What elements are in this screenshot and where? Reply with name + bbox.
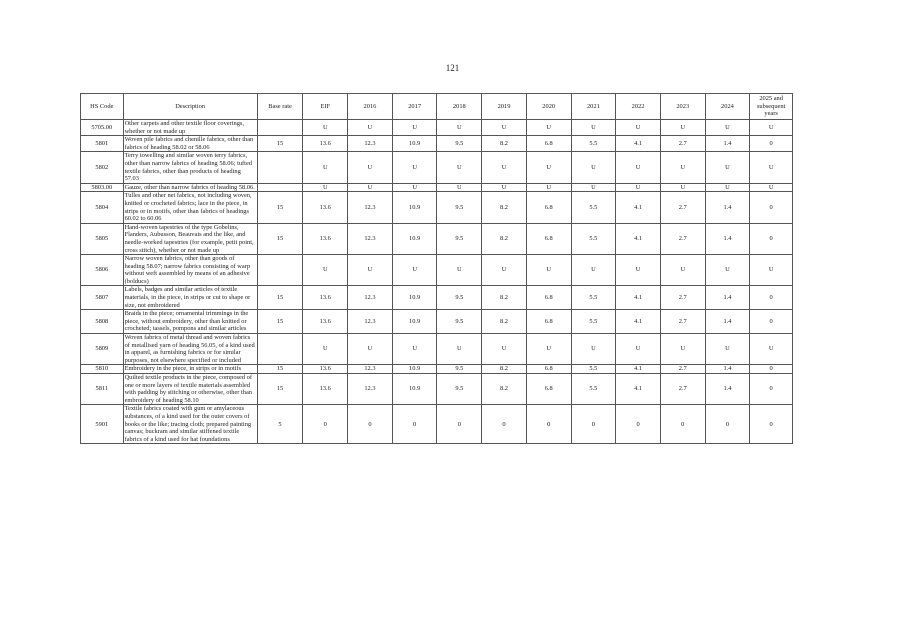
eif-rate-cell: U [303, 255, 348, 286]
rate-cell: U [526, 183, 571, 192]
rate-cell: 5.5 [571, 136, 616, 152]
hs-code-cell: 5804 [81, 192, 124, 223]
hs-code-cell: 5803.00 [81, 183, 124, 192]
header-description: Description [123, 94, 257, 120]
rate-cell: 12.3 [348, 223, 393, 254]
eif-rate-cell: 13.6 [303, 310, 348, 334]
rate-cell: 12.3 [348, 374, 393, 405]
table-row [81, 334, 793, 365]
table-row [81, 374, 793, 405]
eif-rate-cell: 13.6 [303, 192, 348, 223]
base-rate-cell: 5 [257, 405, 303, 444]
rate-cell: U [616, 255, 661, 286]
rate-cell: 10.9 [392, 223, 437, 254]
rate-cell: U [482, 255, 527, 286]
hs-code-cell: 5802 [81, 152, 124, 183]
rate-cell: 5.5 [571, 192, 616, 223]
rate-cell: U [660, 183, 705, 192]
description-cell: Other carpets and other textile floor coverings, whether or not made up [123, 120, 257, 136]
tariff-schedule-table [80, 93, 793, 444]
description-cell: Gauze, other than narrow fabrics of heading 58.06. [123, 183, 257, 192]
rate-cell: U [571, 152, 616, 183]
rate-cell: 10.9 [392, 365, 437, 374]
description-cell: Quilted textile products in the piece, composed of one or more layers of textile materials assembled with padding by stitching or otherwise, other than embroidery of heading 58.10 [123, 374, 257, 405]
rate-cell: 12.3 [348, 136, 393, 152]
rate-cell: 6.8 [526, 136, 571, 152]
rate-cell: 1.4 [705, 310, 750, 334]
rate-cell: U [526, 334, 571, 365]
rate-cell: 2.7 [660, 310, 705, 334]
table-row [81, 310, 793, 334]
description-cell: Narrow woven fabrics, other than goods of heading 58.07; narrow fabrics consisting of warp without weft assembled by means of an adhesive (bolducs) [123, 255, 257, 286]
eif-rate-cell: 13.6 [303, 223, 348, 254]
rate-cell: 9.5 [437, 310, 482, 334]
description-cell: Textile fabrics coated with gum or amylaceous substances, of a kind used for the outer covers of books or the like; tracing cloth; prepared painting canvas; buckram and similar stiffened textile fabrics of a kind used for hat foundations [123, 405, 257, 444]
rate-cell: 1.4 [705, 192, 750, 223]
rate-cell: 0 [348, 405, 393, 444]
rate-cell: U [750, 255, 793, 286]
rate-cell: 0 [616, 405, 661, 444]
rate-cell: 5.5 [571, 365, 616, 374]
hs-code-cell: 5901 [81, 405, 124, 444]
rate-cell: 4.1 [616, 192, 661, 223]
rate-cell: U [392, 120, 437, 136]
rate-cell: U [616, 334, 661, 365]
hs-code-cell: 5811 [81, 374, 124, 405]
rate-cell: U [437, 120, 482, 136]
base-rate-cell [257, 334, 303, 365]
rate-cell: U [616, 152, 661, 183]
rate-cell: 0 [392, 405, 437, 444]
table-row [81, 152, 793, 183]
rate-cell: 8.2 [482, 286, 527, 310]
eif-rate-cell: U [303, 152, 348, 183]
header-2018: 2018 [437, 94, 482, 120]
header-eif: EIF [303, 94, 348, 120]
table-row [81, 183, 793, 192]
table-row [81, 365, 793, 374]
eif-rate-cell: U [303, 183, 348, 192]
table-header-row [81, 94, 793, 120]
rate-cell: 6.8 [526, 223, 571, 254]
rate-cell: 12.3 [348, 286, 393, 310]
base-rate-cell: 15 [257, 310, 303, 334]
rate-cell: 10.9 [392, 286, 437, 310]
rate-cell: 2.7 [660, 286, 705, 310]
rate-cell: 6.8 [526, 374, 571, 405]
rate-cell: U [348, 334, 393, 365]
header-2024: 2024 [705, 94, 750, 120]
rate-cell: U [660, 152, 705, 183]
rate-cell: 0 [750, 136, 793, 152]
rate-cell: 2.7 [660, 136, 705, 152]
rate-cell: 5.5 [571, 310, 616, 334]
rate-cell: U [705, 152, 750, 183]
description-cell: Woven pile fabrics and chenille fabrics, other than fabrics of heading 58.02 or 58.06 [123, 136, 257, 152]
rate-cell: 5.5 [571, 374, 616, 405]
rate-cell: U [437, 334, 482, 365]
base-rate-cell: 15 [257, 223, 303, 254]
description-cell: Labels, badges and similar articles of textile materials, in the piece, in strips or cut to shape or size, not embroidered [123, 286, 257, 310]
rate-cell: U [482, 152, 527, 183]
rate-cell: 0 [705, 405, 750, 444]
rate-cell: 0 [750, 286, 793, 310]
rate-cell: 4.1 [616, 286, 661, 310]
rate-cell: 9.5 [437, 136, 482, 152]
rate-cell: 1.4 [705, 365, 750, 374]
rate-cell: U [571, 120, 616, 136]
description-cell: Tulles and other net fabrics, not including woven, knitted or crocheted fabrics; lace in the piece, in strips or in motifs, other than fabrics of headings 60.02 to 60.06 [123, 192, 257, 223]
rate-cell: U [482, 120, 527, 136]
rate-cell: U [616, 183, 661, 192]
rate-cell: 10.9 [392, 192, 437, 223]
base-rate-cell [257, 183, 303, 192]
rate-cell: 5.5 [571, 286, 616, 310]
base-rate-cell: 15 [257, 136, 303, 152]
header-2023: 2023 [660, 94, 705, 120]
rate-cell: 12.3 [348, 365, 393, 374]
rate-cell: 12.3 [348, 310, 393, 334]
header-base-rate: Base rate [257, 94, 303, 120]
base-rate-cell: 15 [257, 374, 303, 405]
rate-cell: 8.2 [482, 223, 527, 254]
rate-cell: U [750, 183, 793, 192]
rate-cell: 4.1 [616, 365, 661, 374]
rate-cell: U [571, 334, 616, 365]
hs-code-cell: 5810 [81, 365, 124, 374]
rate-cell: 2.7 [660, 223, 705, 254]
rate-cell: U [392, 152, 437, 183]
hs-code-cell: 5806 [81, 255, 124, 286]
rate-cell: 12.3 [348, 192, 393, 223]
rate-cell: 8.2 [482, 192, 527, 223]
description-cell: Terry towelling and similar woven terry fabrics, other than narrow fabrics of heading 58.06; tufted textile fabrics, other than products of heading 57.03 [123, 152, 257, 183]
rate-cell: 6.8 [526, 192, 571, 223]
hs-code-cell: 5705.00 [81, 120, 124, 136]
rate-cell: 2.7 [660, 374, 705, 405]
description-cell: Embroidery in the piece, in strips or in motifs [123, 365, 257, 374]
rate-cell: 8.2 [482, 365, 527, 374]
rate-cell: 8.2 [482, 310, 527, 334]
rate-cell: 4.1 [616, 223, 661, 254]
page-number: 121 [445, 63, 460, 73]
rate-cell: U [705, 334, 750, 365]
table-row [81, 255, 793, 286]
rate-cell: 2.7 [660, 192, 705, 223]
table-row [81, 405, 793, 444]
rate-cell: U [348, 120, 393, 136]
rate-cell: 9.5 [437, 286, 482, 310]
table-row [81, 120, 793, 136]
header-hs-code: HS Code [81, 94, 124, 120]
rate-cell: 10.9 [392, 374, 437, 405]
eif-rate-cell: U [303, 334, 348, 365]
rate-cell: U [348, 255, 393, 286]
eif-rate-cell: U [303, 120, 348, 136]
rate-cell: U [660, 120, 705, 136]
table-row [81, 286, 793, 310]
base-rate-cell [257, 255, 303, 286]
header-2021: 2021 [571, 94, 616, 120]
rate-cell: 4.1 [616, 374, 661, 405]
rate-cell: U [482, 183, 527, 192]
hs-code-cell: 5805 [81, 223, 124, 254]
rate-cell: 4.1 [616, 310, 661, 334]
header-2020: 2020 [526, 94, 571, 120]
base-rate-cell [257, 120, 303, 136]
hs-code-cell: 5801 [81, 136, 124, 152]
rate-cell: U [526, 255, 571, 286]
rate-cell: 9.5 [437, 192, 482, 223]
rate-cell: U [571, 255, 616, 286]
rate-cell: 1.4 [705, 374, 750, 405]
rate-cell: U [437, 183, 482, 192]
rate-cell: U [750, 152, 793, 183]
rate-cell: 9.5 [437, 223, 482, 254]
description-cell: Hand-woven tapestries of the type Gobelins, Flanders, Aubusson, Beauvais and the like, and needle-worked tapestries (for example, petit point, cross stitch), whether or not made up [123, 223, 257, 254]
rate-cell: 0 [750, 365, 793, 374]
rate-cell: U [705, 120, 750, 136]
header-2017: 2017 [392, 94, 437, 120]
rate-cell: U [660, 255, 705, 286]
base-rate-cell: 15 [257, 192, 303, 223]
base-rate-cell: 15 [257, 365, 303, 374]
description-cell: Woven fabrics of metal thread and woven fabrics of metallised yarn of heading 56.05, of a kind used in apparel, as furnishing fabrics or for similar purposes, not elsewhere specified or included [123, 334, 257, 365]
rate-cell: U [750, 120, 793, 136]
rate-cell: 8.2 [482, 374, 527, 405]
rate-cell: U [392, 334, 437, 365]
rate-cell: U [571, 183, 616, 192]
rate-cell: U [482, 334, 527, 365]
rate-cell: U [705, 183, 750, 192]
header-2019: 2019 [482, 94, 527, 120]
rate-cell: 0 [750, 374, 793, 405]
base-rate-cell: 15 [257, 286, 303, 310]
rate-cell: U [348, 152, 393, 183]
rate-cell: 9.5 [437, 374, 482, 405]
hs-code-cell: 5809 [81, 334, 124, 365]
eif-rate-cell: 13.6 [303, 365, 348, 374]
eif-rate-cell: 13.6 [303, 136, 348, 152]
rate-cell: 6.8 [526, 310, 571, 334]
rate-cell: 10.9 [392, 136, 437, 152]
rate-cell: 9.5 [437, 365, 482, 374]
rate-cell: U [392, 255, 437, 286]
rate-cell: U [392, 183, 437, 192]
rate-cell: 0 [571, 405, 616, 444]
rate-cell: 6.8 [526, 286, 571, 310]
table-row [81, 136, 793, 152]
rate-cell: U [616, 120, 661, 136]
header-2025-and-subsequent-years: 2025 and subsequent years [750, 94, 793, 120]
rate-cell: U [660, 334, 705, 365]
rate-cell: U [705, 255, 750, 286]
rate-cell: 0 [750, 310, 793, 334]
rate-cell: 2.7 [660, 365, 705, 374]
hs-code-cell: 5807 [81, 286, 124, 310]
rate-cell: 0 [660, 405, 705, 444]
hs-code-cell: 5808 [81, 310, 124, 334]
rate-cell: U [437, 255, 482, 286]
rate-cell: 8.2 [482, 136, 527, 152]
rate-cell: 1.4 [705, 223, 750, 254]
table-row [81, 223, 793, 254]
rate-cell: U [526, 120, 571, 136]
rate-cell: 4.1 [616, 136, 661, 152]
table-body [81, 120, 793, 444]
rate-cell: 0 [437, 405, 482, 444]
rate-cell: 0 [482, 405, 527, 444]
rate-cell: U [750, 334, 793, 365]
rate-cell: 5.5 [571, 223, 616, 254]
rate-cell: 0 [750, 192, 793, 223]
rate-cell: 6.8 [526, 365, 571, 374]
base-rate-cell [257, 152, 303, 183]
table-row [81, 192, 793, 223]
rate-cell: 0 [750, 223, 793, 254]
rate-cell: U [526, 152, 571, 183]
eif-rate-cell: 13.6 [303, 286, 348, 310]
rate-cell: U [348, 183, 393, 192]
header-2022: 2022 [616, 94, 661, 120]
eif-rate-cell: 13.6 [303, 374, 348, 405]
header-2016: 2016 [348, 94, 393, 120]
rate-cell: 0 [526, 405, 571, 444]
rate-cell: U [437, 152, 482, 183]
rate-cell: 1.4 [705, 136, 750, 152]
rate-cell: 0 [750, 405, 793, 444]
rate-cell: 10.9 [392, 310, 437, 334]
eif-rate-cell: 0 [303, 405, 348, 444]
rate-cell: 1.4 [705, 286, 750, 310]
description-cell: Braids in the piece; ornamental trimmings in the piece, without embroidery, other than knitted or crocheted; tassels, pompons and similar articles [123, 310, 257, 334]
